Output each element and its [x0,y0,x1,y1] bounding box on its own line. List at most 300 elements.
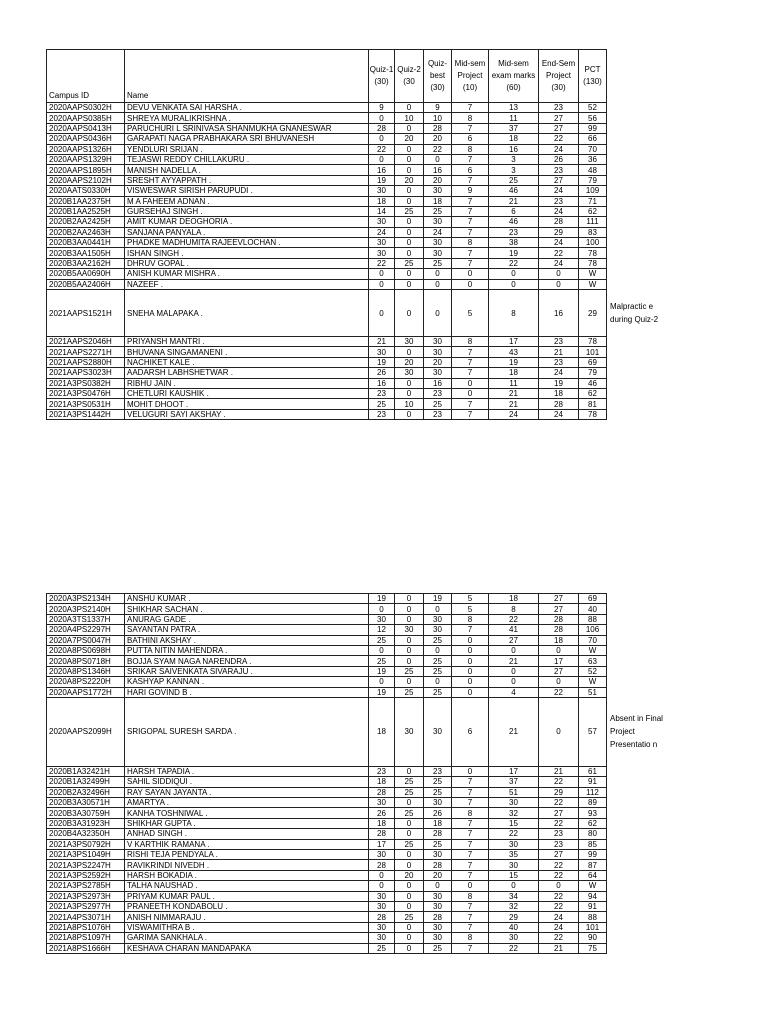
midsem-project-cell: 7 [452,943,489,953]
midsem-exam-cell: 0 [489,279,539,289]
quiz1-cell: 30 [369,850,395,860]
endsem-project-cell: 23 [539,839,579,849]
pct-cell: 79 [579,368,607,378]
endsem-project-cell: 29 [539,227,579,237]
pct-cell: 62 [579,818,607,828]
table-row [47,238,675,248]
remark-cell [607,357,675,367]
endsem-project-cell: 23 [539,165,579,175]
name-cell: PUTTA NITIN MAHENDRA . [125,645,369,655]
pct-cell: 78 [579,337,607,347]
quiz-best-cell: 25 [424,206,452,216]
remark-cell [607,850,675,860]
quiz-best-cell: 30 [424,933,452,943]
endsem-project-cell: 24 [539,922,579,932]
midsem-exam-cell: 32 [489,901,539,911]
quiz-best-cell: 16 [424,165,452,175]
midsem-project-cell: 0 [452,645,489,655]
endsem-project-cell: 27 [539,175,579,185]
table-row [47,399,675,409]
quiz1-cell: 19 [369,687,395,697]
campus-id-cell: 2021A8PS1666H [47,943,125,953]
pct-cell: 99 [579,850,607,860]
midsem-exam-cell: 0 [489,666,539,676]
midsem-exam-cell: 8 [489,290,539,337]
name-cell: SAHIL SIDDIQUI . [125,777,369,787]
campus-id-cell: 2021AAPS3023H [47,368,125,378]
table-row [47,217,675,227]
midsem-project-cell: 0 [452,279,489,289]
quiz2-cell: 0 [395,227,424,237]
midsem-project-cell: 6 [452,134,489,144]
campus-id-cell: 2021A8PS1076H [47,922,125,932]
quiz-best-cell: 30 [424,186,452,196]
endsem-project-cell: 28 [539,399,579,409]
midsem-project-cell: 0 [452,269,489,279]
midsem-project-cell: 8 [452,113,489,123]
campus-id-cell: 2020B3A31923H [47,818,125,828]
midsem-exam-cell: 11 [489,113,539,123]
quiz2-cell: 10 [395,113,424,123]
quiz-best-cell: 18 [424,196,452,206]
name-cell: AMARTYA . [125,798,369,808]
quiz-best-cell: 20 [424,357,452,367]
remark-cell [607,123,675,133]
midsem-exam-cell: 37 [489,777,539,787]
table-row [47,666,675,676]
midsem-exam-cell: 21 [489,399,539,409]
quiz2-cell: 25 [395,808,424,818]
header-quiz2: Quiz-2 (30 [395,50,424,103]
table-row [47,357,675,367]
endsem-project-cell: 21 [539,943,579,953]
campus-id-cell: 2020A8PS1346H [47,666,125,676]
midsem-project-cell: 7 [452,258,489,268]
midsem-exam-cell: 46 [489,186,539,196]
remark-cell [607,787,675,797]
quiz2-cell: 0 [395,123,424,133]
quiz-best-cell: 20 [424,134,452,144]
quiz1-cell: 26 [369,808,395,818]
campus-id-cell: 2020A4PS2297H [47,625,125,635]
header-pct: PCT (130) [579,50,607,103]
pct-cell: 81 [579,399,607,409]
table-row [47,625,675,635]
quiz-best-cell: 18 [424,818,452,828]
remark-cell [607,388,675,398]
midsem-exam-cell: 25 [489,175,539,185]
quiz2-cell: 0 [395,594,424,604]
endsem-project-cell: 22 [539,860,579,870]
table-row [47,922,675,932]
quiz1-cell: 0 [369,154,395,164]
name-cell: TEJASWI REDDY CHILLAKURU . [125,154,369,164]
quiz1-cell: 30 [369,217,395,227]
quiz2-cell: 0 [395,217,424,227]
midsem-project-cell: 0 [452,666,489,676]
quiz-best-cell: 30 [424,347,452,357]
name-cell: ANHAD SINGH . [125,829,369,839]
quiz-best-cell: 25 [424,943,452,953]
endsem-project-cell: 18 [539,388,579,398]
campus-id-cell: 2021AAPS2046H [47,337,125,347]
quiz1-cell: 14 [369,206,395,216]
quiz-best-cell: 28 [424,123,452,133]
quiz1-cell: 18 [369,697,395,766]
endsem-project-cell: 24 [539,144,579,154]
quiz2-cell: 0 [395,922,424,932]
quiz-best-cell: 30 [424,922,452,932]
name-cell: ANSHU KUMAR . [125,594,369,604]
quiz1-cell: 0 [369,269,395,279]
quiz-best-cell: 23 [424,388,452,398]
header-name: Name [125,50,369,103]
midsem-exam-cell: 16 [489,144,539,154]
midsem-exam-cell: 4 [489,687,539,697]
remark-cell [607,399,675,409]
name-cell: HARSH BOKADIA . [125,870,369,880]
quiz-best-cell: 28 [424,829,452,839]
midsem-exam-cell: 43 [489,347,539,357]
endsem-project-cell: 24 [539,238,579,248]
table-row [47,818,675,828]
pct-cell: 56 [579,113,607,123]
campus-id-cell: 2020A3TS1337H [47,614,125,624]
remark-cell [607,186,675,196]
name-cell: M A FAHEEM ADNAN . [125,196,369,206]
name-cell: BATHINI AKSHAY . [125,635,369,645]
remark-cell [607,625,675,635]
table-row [47,943,675,953]
endsem-project-cell: 24 [539,912,579,922]
endsem-project-cell: 23 [539,103,579,113]
campus-id-cell: 2020AAPS0385H [47,113,125,123]
quiz1-cell: 0 [369,870,395,880]
name-cell: KANHA TOSHNIWAL . [125,808,369,818]
quiz2-cell: 0 [395,290,424,337]
quiz1-cell: 19 [369,666,395,676]
remark-cell [607,808,675,818]
table-row [47,697,675,766]
quiz-best-cell: 25 [424,777,452,787]
quiz1-cell: 17 [369,839,395,849]
quiz-best-cell: 30 [424,614,452,624]
quiz1-cell: 28 [369,860,395,870]
table-row [47,677,675,687]
pct-cell: 79 [579,175,607,185]
name-cell: PRIYAM KUMAR PAUL . [125,891,369,901]
midsem-project-cell: 7 [452,123,489,133]
remark-cell [607,839,675,849]
table-row [47,134,675,144]
midsem-exam-cell: 24 [489,409,539,419]
name-cell: CHETLURI KAUSHIK . [125,388,369,398]
campus-id-cell: 2021A3PS2247H [47,860,125,870]
quiz1-cell: 23 [369,409,395,419]
table-row [47,891,675,901]
endsem-project-cell: 0 [539,279,579,289]
header-row [47,50,675,103]
midsem-project-cell: 7 [452,818,489,828]
campus-id-cell: 2021A8PS1097H [47,933,125,943]
header-endsem-project: End-Sem Project (30) [539,50,579,103]
campus-id-cell: 2020A8PS0718H [47,656,125,666]
midsem-exam-cell: 19 [489,357,539,367]
pct-cell: 90 [579,933,607,943]
pct-cell: 111 [579,217,607,227]
table-row [47,103,675,113]
endsem-project-cell: 26 [539,154,579,164]
table-row [47,912,675,922]
quiz1-cell: 25 [369,399,395,409]
quiz1-cell: 25 [369,635,395,645]
remark-cell [607,238,675,248]
pct-cell: 57 [579,697,607,766]
quiz2-cell: 0 [395,677,424,687]
quiz2-cell: 25 [395,258,424,268]
name-cell: SHIKHAR GUPTA . [125,818,369,828]
midsem-exam-cell: 15 [489,870,539,880]
quiz1-cell: 0 [369,113,395,123]
midsem-project-cell: 0 [452,635,489,645]
table-row [47,227,675,237]
midsem-project-cell: 5 [452,290,489,337]
pct-cell: 63 [579,656,607,666]
quiz1-cell: 30 [369,614,395,624]
table-row [47,123,675,133]
name-cell: SANJANA PANYALA . [125,227,369,237]
quiz2-cell: 0 [395,645,424,655]
quiz1-cell: 19 [369,357,395,367]
midsem-exam-cell: 8 [489,604,539,614]
campus-id-cell: 2020B3A30759H [47,808,125,818]
quiz1-cell: 19 [369,594,395,604]
quiz-best-cell: 28 [424,912,452,922]
quiz-best-cell: 23 [424,766,452,776]
name-cell: MANISH NADELLA . [125,165,369,175]
campus-id-cell: 2020B3AA1505H [47,248,125,258]
quiz2-cell: 0 [395,798,424,808]
midsem-project-cell: 8 [452,933,489,943]
endsem-project-cell: 27 [539,594,579,604]
remark-cell [607,113,675,123]
remark-cell [607,891,675,901]
table-row [47,787,675,797]
quiz-best-cell: 26 [424,808,452,818]
campus-id-cell: 2020AAPS0436H [47,134,125,144]
campus-id-cell: 2020A8PS0698H [47,645,125,655]
quiz-best-cell: 25 [424,839,452,849]
quiz2-cell: 20 [395,357,424,367]
header-campus-id: Campus ID [47,50,125,103]
midsem-exam-cell: 22 [489,829,539,839]
name-cell: VELUGURI SAYI AKSHAY . [125,409,369,419]
header-midsem-exam: Mid-sem exam marks (60) [489,50,539,103]
quiz2-cell: 0 [395,165,424,175]
quiz1-cell: 18 [369,818,395,828]
table-row [47,839,675,849]
midsem-project-cell: 7 [452,357,489,367]
endsem-project-cell: 23 [539,196,579,206]
quiz1-cell: 0 [369,134,395,144]
midsem-project-cell: 7 [452,850,489,860]
campus-id-cell: 2020B2A32496H [47,787,125,797]
quiz-best-cell: 22 [424,144,452,154]
pct-cell: 48 [579,165,607,175]
name-cell: SHREYA MURALIKRISHNA . [125,113,369,123]
midsem-project-cell: 6 [452,697,489,766]
quiz2-cell: 0 [395,943,424,953]
midsem-project-cell: 7 [452,206,489,216]
midsem-project-cell: 7 [452,347,489,357]
midsem-project-cell: 8 [452,238,489,248]
pct-cell: 101 [579,922,607,932]
table-row [47,206,675,216]
midsem-project-cell: 7 [452,787,489,797]
name-cell: NAZEEF . [125,279,369,289]
table-row [47,290,675,337]
quiz2-cell: 10 [395,399,424,409]
endsem-project-cell: 23 [539,337,579,347]
midsem-project-cell: 5 [452,594,489,604]
midsem-exam-cell: 21 [489,196,539,206]
quiz1-cell: 25 [369,656,395,666]
endsem-project-cell: 24 [539,206,579,216]
pct-cell: 69 [579,594,607,604]
pct-cell: 61 [579,766,607,776]
campus-id-cell: 2020AAPS1895H [47,165,125,175]
quiz2-cell: 20 [395,175,424,185]
endsem-project-cell: 22 [539,798,579,808]
quiz1-cell: 0 [369,645,395,655]
endsem-project-cell: 27 [539,604,579,614]
pct-cell: 100 [579,238,607,248]
quiz1-cell: 22 [369,144,395,154]
quiz2-cell: 0 [395,614,424,624]
midsem-exam-cell: 17 [489,337,539,347]
campus-id-cell: 2021A3PS2592H [47,870,125,880]
midsem-exam-cell: 40 [489,922,539,932]
quiz1-cell: 21 [369,337,395,347]
midsem-project-cell: 7 [452,196,489,206]
midsem-exam-cell: 21 [489,656,539,666]
quiz2-cell: 30 [395,625,424,635]
name-cell: RAVIKRINDI NIVEDH . [125,860,369,870]
midsem-project-cell: 8 [452,614,489,624]
pct-cell: W [579,269,607,279]
endsem-project-cell: 28 [539,614,579,624]
table-row [47,409,675,419]
remark-cell [607,368,675,378]
quiz2-cell: 0 [395,933,424,943]
quiz2-cell: 0 [395,818,424,828]
quiz-best-cell: 20 [424,175,452,185]
remark-cell [607,666,675,676]
name-cell: MOHIT DHOOT . [125,399,369,409]
endsem-project-cell: 22 [539,777,579,787]
quiz-best-cell: 25 [424,399,452,409]
endsem-project-cell: 22 [539,870,579,880]
table-row [47,635,675,645]
midsem-exam-cell: 51 [489,787,539,797]
midsem-exam-cell: 0 [489,645,539,655]
pct-cell: 52 [579,103,607,113]
campus-id-cell: 2020A3PS2134H [47,594,125,604]
quiz-best-cell: 28 [424,860,452,870]
remark-cell [607,279,675,289]
campus-id-cell: 2021A3PS0476H [47,388,125,398]
quiz2-cell: 25 [395,839,424,849]
quiz2-cell: 0 [395,409,424,419]
endsem-project-cell: 24 [539,368,579,378]
table-row [47,388,675,398]
quiz1-cell: 12 [369,625,395,635]
quiz-best-cell: 20 [424,870,452,880]
midsem-exam-cell: 15 [489,818,539,828]
name-cell: TALHA NAUSHAD . [125,881,369,891]
header-quiz1: Quiz-1 (30) [369,50,395,103]
quiz-best-cell: 25 [424,635,452,645]
endsem-project-cell: 0 [539,645,579,655]
midsem-exam-cell: 34 [489,891,539,901]
midsem-exam-cell: 30 [489,860,539,870]
quiz1-cell: 9 [369,103,395,113]
quiz1-cell: 0 [369,677,395,687]
table-row [47,604,675,614]
name-cell: KESHAVA CHARAN MANDAPAKA [125,943,369,953]
quiz1-cell: 25 [369,943,395,953]
table-row [47,248,675,258]
campus-id-cell: 2020B1AA2375H [47,196,125,206]
campus-id-cell: 2020AAPS0302H [47,103,125,113]
midsem-project-cell: 8 [452,337,489,347]
midsem-exam-cell: 0 [489,881,539,891]
remark-cell [607,409,675,419]
midsem-exam-cell: 22 [489,943,539,953]
midsem-exam-cell: 0 [489,677,539,687]
endsem-project-cell: 23 [539,357,579,367]
midsem-exam-cell: 46 [489,217,539,227]
quiz2-cell: 0 [395,881,424,891]
midsem-exam-cell: 30 [489,798,539,808]
quiz1-cell: 30 [369,347,395,357]
quiz-best-cell: 0 [424,677,452,687]
pct-cell: 70 [579,144,607,154]
table-row [47,645,675,655]
quiz2-cell: 25 [395,912,424,922]
midsem-project-cell: 7 [452,839,489,849]
quiz-best-cell: 0 [424,154,452,164]
remark-cell: Absent in Final Project Presentatio n [610,714,663,750]
campus-id-cell: 2021A3PS0531H [47,399,125,409]
campus-id-cell: 2020B2AA2425H [47,217,125,227]
pct-cell: 94 [579,891,607,901]
quiz-best-cell: 30 [424,238,452,248]
name-cell: VISWAMITHRA B . [125,922,369,932]
quiz-best-cell: 19 [424,594,452,604]
midsem-project-cell: 6 [452,165,489,175]
table-row [47,368,675,378]
quiz-best-cell: 30 [424,248,452,258]
midsem-project-cell: 7 [452,860,489,870]
campus-id-cell: 2020B5AA2406H [47,279,125,289]
pct-cell: 78 [579,409,607,419]
campus-id-cell: 2020AAPS1772H [47,687,125,697]
endsem-project-cell: 21 [539,347,579,357]
midsem-exam-cell: 29 [489,912,539,922]
pct-cell: 71 [579,196,607,206]
midsem-exam-cell: 38 [489,238,539,248]
